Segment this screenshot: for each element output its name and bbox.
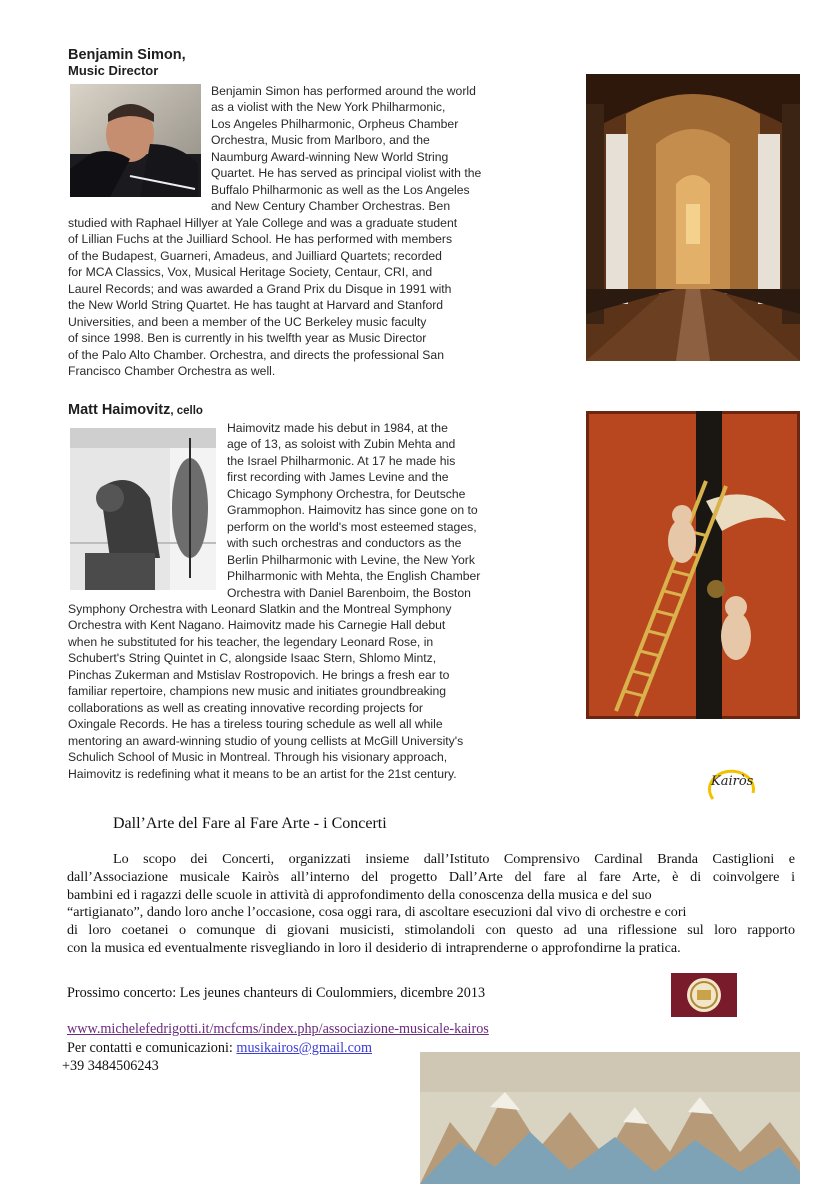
bio1-line: of since 1998. Ben is currently in his twelfth year as Music Director bbox=[68, 331, 427, 346]
bio2-line: age of 13, as soloist with Zubin Mehta and bbox=[227, 437, 456, 452]
bio2-line: Haimovitz is redefining what it means to be an artist for the 21st century. bbox=[68, 766, 457, 781]
bio2-line: Haimovitz made his debut in 1984, at the bbox=[227, 421, 448, 435]
intro-paragraph bbox=[67, 851, 795, 958]
paragraph-line: “artigianato”, dando loro anche l’occasione, cosa oggi rara, di ascoltare esecuzioni dal vivo di orchestre e cori bbox=[67, 904, 687, 921]
bio2-line: Chicago Symphony Orchestra, for Deutsche bbox=[227, 486, 466, 501]
benjamin-simon-photo bbox=[70, 84, 201, 197]
bio2-line: Schubert's String Quintet in C, alongside Isaac Stern, Shlomo Mintz, bbox=[68, 651, 437, 666]
bio1-line: Benjamin Simon has performed around the world bbox=[211, 84, 476, 98]
bio1-line: of the Budapest, Guarneri, Amadeus, and Juilliard Quartets; recorded bbox=[68, 248, 442, 263]
bio2-line: with such orchestras and conductors as the bbox=[227, 536, 462, 551]
bio1-line: Naumburg Award-winning New World String bbox=[211, 149, 449, 164]
bio2-line: Pinchas Zukerman and Mstislav Rostropovich. He brings a fresh ear to bbox=[68, 667, 450, 682]
paragraph-line: bambini ed i ragazzi delle scuole in attività di approfondimento della conoscenza della musica e del suo bbox=[67, 886, 652, 903]
section-subtitle: Dall’Arte del Fare al Fare Arte - i Concerti bbox=[113, 815, 387, 832]
matt-haimovitz-photo bbox=[70, 428, 216, 590]
bio1-line: and New Century Chamber Orchestras. Ben bbox=[211, 199, 451, 214]
bio2-line: the Israel Philharmonic. At 17 he made his bbox=[227, 453, 456, 468]
bio2-role: , cello bbox=[170, 405, 203, 417]
church-interior-photo bbox=[586, 74, 800, 361]
bio2-full-text bbox=[68, 601, 548, 782]
contacts-line bbox=[67, 1040, 372, 1057]
bio2-line: familiar repertoire, champions new music and initiates groundbreaking bbox=[68, 684, 447, 699]
bio2-line: when he substituted for his teacher, the legendary Leonard Rose, in bbox=[68, 634, 434, 649]
bio1-line: Laurel Records; and was awarded a Grand Prix du Disque in 1991 with bbox=[68, 281, 452, 296]
bio1-line: Los Angeles Philharmonic, Orpheus Chamber bbox=[211, 116, 459, 131]
paragraph-line: Lo scopo dei Concerti, organizzati insieme dall’Istituto Comprensivo Cardinal Branda Castiglioni e bbox=[113, 851, 795, 867]
website-link[interactable]: www.michelefedrigotti.it/mcfcms/index.php/associazione-musicale-kairos bbox=[67, 1021, 489, 1037]
kairos-logo-text: Kairòs bbox=[711, 774, 754, 789]
contacts-label: Per contatti e comunicazioni: bbox=[67, 1040, 237, 1056]
bio1-line: studied with Raphael Hillyer at Yale College and was a graduate student bbox=[68, 216, 458, 230]
paragraph-line: di loro coetanei o comunque di giovani musicisti, stimolandoli con questo ad una riflessione sul loro rapporto bbox=[67, 922, 795, 939]
bio1-line: of Lillian Fuchs at the Juilliard School. He has performed with members bbox=[68, 232, 453, 247]
bio1-line: the New World String Quartet. He has taught at Harvard and Stanford bbox=[68, 298, 444, 313]
bio2-line: perform on the world's most esteemed stages, bbox=[227, 519, 477, 534]
bio2-line: Orchestra with Daniel Barenboim, the Boston bbox=[227, 585, 471, 600]
bio1-full-text bbox=[68, 215, 538, 380]
bio2-line: collaborations as well as creating innovative recording projects for bbox=[68, 700, 423, 715]
phone-number: +39 3484506243 bbox=[62, 1058, 159, 1074]
email-link[interactable]: musikairos@gmail.com bbox=[236, 1040, 373, 1056]
bio1-wrap-text bbox=[211, 83, 531, 215]
bio1-line: of the Palo Alto Chamber. Orchestra, and directs the professional San bbox=[68, 347, 444, 362]
bio2-line: Berlin Philharmonic with Levine, the New York bbox=[227, 552, 475, 567]
bio2-line: mentoring an award-winning studio of young cellists at McGill University's bbox=[68, 733, 464, 748]
bio2-line: first recording with James Levine and the bbox=[227, 470, 449, 485]
next-concert: Prossimo concerto: Les jeunes chanteurs di Coulommiers, dicembre 2013 bbox=[67, 985, 486, 1001]
mountains-fresco bbox=[420, 1052, 800, 1184]
bio1-heading bbox=[68, 47, 186, 79]
bio1-line: Orchestra, Music from Marlboro, and the bbox=[211, 133, 430, 148]
bio2-name: Matt Haimovitz bbox=[68, 402, 171, 418]
paragraph-line: con la musica ed eventualmente risvegliando in loro il desiderio di intraprenderne o approfondirne la pratica. bbox=[67, 939, 681, 956]
bio1-line: Universities, and been a member of the UC Berkeley music faculty bbox=[68, 314, 427, 329]
bio2-line: Orchestra with Kent Nagano. Haimovitz made his Carnegie Hall debut bbox=[68, 618, 446, 633]
bio1-line: Buffalo Philharmonic as well as the Los Angeles bbox=[211, 182, 470, 197]
paragraph-line: dall’Associazione musicale Kairòs all’interno del progetto Dall’Arte del fare al fare Arte, è di coinvolgere i bbox=[67, 868, 795, 885]
bio1-line: Francisco Chamber Orchestra as well. bbox=[68, 364, 276, 379]
fresco-ladder-painting bbox=[586, 411, 800, 719]
bio1-name: Benjamin Simon, bbox=[68, 47, 186, 63]
bio2-heading bbox=[68, 402, 203, 419]
bio2-line: Oxingale Records. He has a tireless touring schedule as well all while bbox=[68, 717, 443, 732]
bio1-line: Quartet. He has served as principal violist with the bbox=[211, 166, 482, 181]
bio1-line: as a violist with the New York Philharmonic, bbox=[211, 100, 446, 115]
bio2-line: Schulich School of Music in Montreal. Through his visionary approach, bbox=[68, 750, 448, 765]
bio1-role: Music Director bbox=[68, 63, 159, 78]
kairos-logo bbox=[703, 763, 763, 803]
bio2-line: Grammophon. Haimovitz has since gone on to bbox=[227, 503, 478, 518]
coulommiers-emblem bbox=[671, 973, 737, 1017]
bio2-wrap-text bbox=[227, 420, 537, 601]
bio1-line: for MCA Classics, Vox, Musical Heritage Society, Centaur, CRI, and bbox=[68, 265, 433, 280]
bio2-line: Symphony Orchestra with Leonard Slatkin and the Montreal Symphony bbox=[68, 602, 452, 616]
bio2-line: Philharmonic with Mehta, the English Chamber bbox=[227, 569, 481, 584]
